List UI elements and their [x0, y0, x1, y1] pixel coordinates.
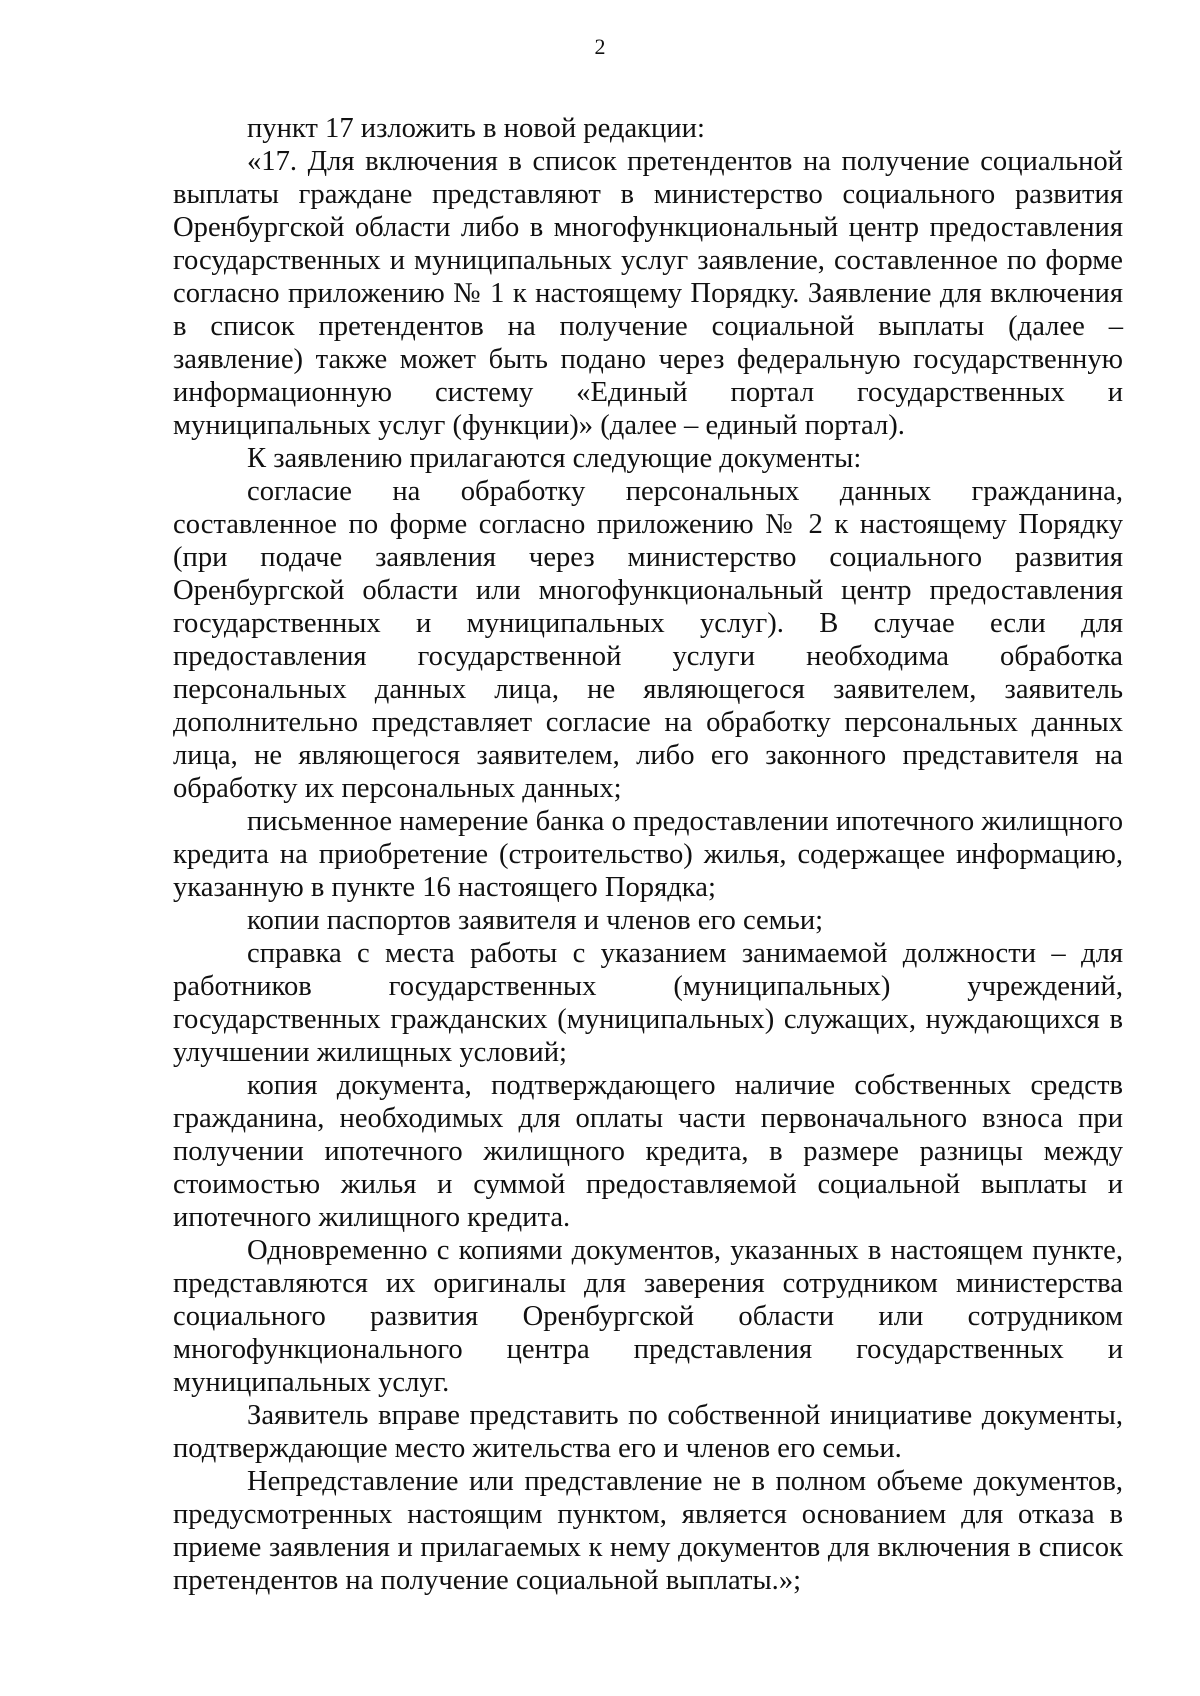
page-number: 2 [594, 34, 606, 59]
paragraph-passports: копии паспортов заявителя и членов его семьи; [247, 905, 824, 936]
paragraph-residence: Заявитель вправе представить по собственной инициативе документы, подтверждающие место жительства его и членов его семьи. [173, 1400, 1123, 1464]
paragraph-documents-heading: К заявлению прилагаются следующие документы: [247, 443, 862, 474]
paragraph-consent: согласие на обработку персональных данных гражданина, составленное по форме согласно приложению № 2 к настоящему Порядку (при подаче заявления через министерство социального развития Оренбургской области или многофункциональный центр предоставления государственных и муниципальных услуг). В случае если для предоставления государственной услуги необходима обработка персональных данных лица, не являющегося заявителем, заявитель дополнительно представляет согласие на обработку персональных данных лица, не являющегося заявителем, либо его законного представителя на обработку их персональных данных; [173, 476, 1123, 804]
paragraph-item-17: «17. Для включения в список претендентов на получение социальной выплаты граждане представляют в министерство социального развития Оренбургской области либо в многофункциональный центр предоставления государственных и муниципальных услуг заявление, составленное по форме согласно приложению № 1 к настоящему Порядку. Заявление для включения в список претендентов на получение социальной выплаты (далее – заявление) также может быть подано через федеральную государственную информационную систему «Единый портал государственных и муниципальных услуг (функции)» (далее – единый портал). [173, 146, 1123, 441]
paragraph-intro: пункт 17 изложить в новой редакции: [247, 113, 705, 144]
paragraph-bank-intent: письменное намерение банка о предоставлении ипотечного жилищного кредита на приобретение (строительство) жилья, содержащее информацию, указанную в пункте 16 настоящего Порядка; [173, 806, 1123, 903]
paragraph-work-certificate: справка с места работы с указанием занимаемой должности – для работников государственных (муниципальных) учреждений, государственных гражданских (муниципальных) служащих, нуждающихся в улучшении жилищных условий; [173, 938, 1123, 1068]
paragraph-own-funds: копия документа, подтверждающего наличие собственных средств гражданина, необходимых для оплаты части первоначального взноса при получении ипотечного жилищного кредита, в размере разницы между стоимостью жилья и суммой предоставляемой социальной выплаты и ипотечного жилищного кредита. [173, 1070, 1123, 1233]
paragraph-refusal: Непредставление или представление не в полном объеме документов, предусмотренных настоящим пунктом, является основанием для отказа в приеме заявления и прилагаемых к нему документов для включения в список претендентов на получение социальной выплаты.»; [173, 1466, 1123, 1596]
document-body [173, 112, 1123, 1597]
paragraph-originals: Одновременно с копиями документов, указанных в настоящем пункте, представляются их оригиналы для заверения сотрудником министерства социального развития Оренбургской области или сотрудником многофункционального центра представления государственных и муниципальных услуг. [173, 1235, 1123, 1398]
